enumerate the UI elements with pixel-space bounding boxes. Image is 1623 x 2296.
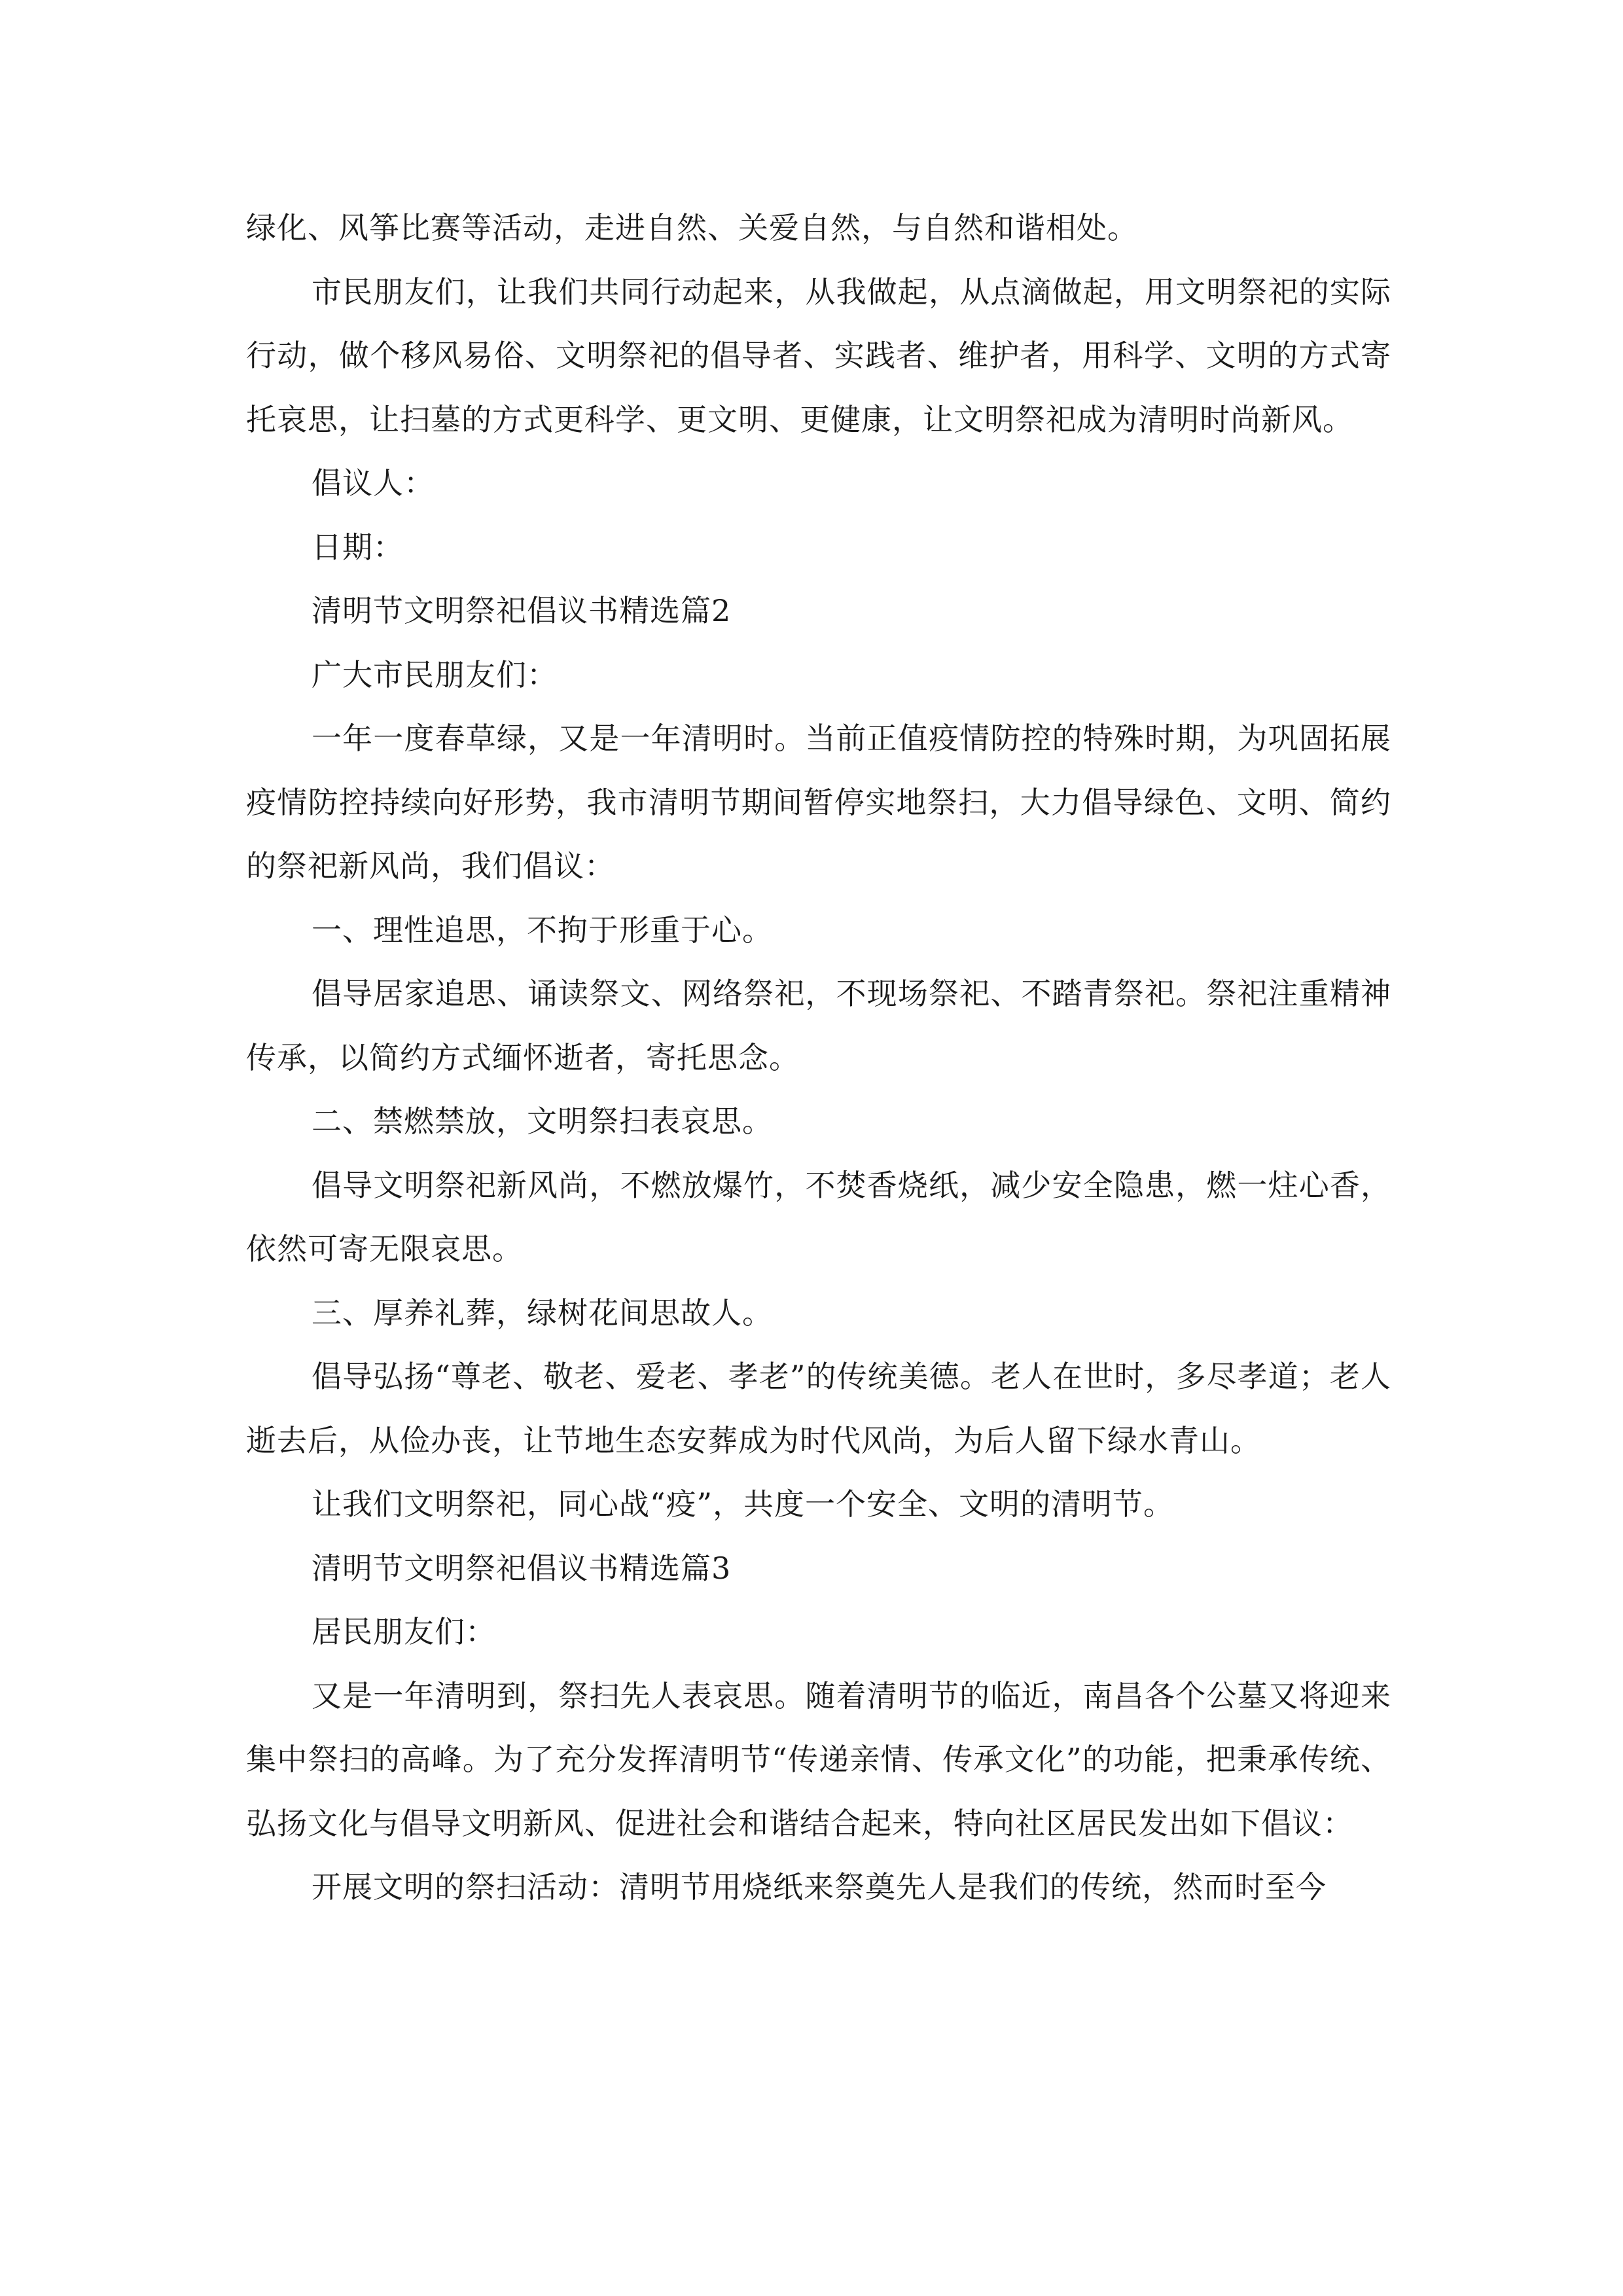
section-heading-3: 清明节文明祭祀倡议书精选篇3 — [312, 1550, 732, 1586]
paragraph-11: 倡导文明祭祀新风尚，不燃放爆竹，不焚香烧纸，减少安全隐患，燃一炷心香，依然可寄无限哀思。 — [246, 1167, 1391, 1266]
paragraph-13: 倡导弘扬“尊老、敬老、爱老、孝老”的传统美德。老人在世时，多尽孝道；老人逝去后，从俭办丧，让节地生态安葬成为时代风尚，为后人留下绿水青山。 — [246, 1359, 1391, 1458]
section-heading-2: 清明节文明祭祀倡议书精选篇2 — [312, 593, 732, 628]
paragraph-9: 倡导居家追思、诵读祭文、网络祭祀，不现场祭祀、不踏青祭祀。祭祀注重精神传承，以简约方式缅怀逝者，寄托思念。 — [246, 976, 1391, 1075]
salutation-2: 广大市民朋友们： — [312, 656, 558, 692]
paragraph-18: 开展文明的祭扫活动：清明节用烧纸来祭奠先人是我们的传统，然而时至今 — [312, 1869, 1327, 1905]
document-body — [246, 196, 1391, 1920]
date-label: 日期： — [312, 529, 404, 565]
paragraph-7: 一年一度春草绿，又是一年清明时。当前正值疫情防控的特殊时期，为巩固拓展疫情防控持续向好形势，我市清明节期间暂停实地祭扫，大力倡导绿色、文明、简约的祭祀新风尚，我们倡议： — [246, 721, 1391, 884]
paragraph-2: 市民朋友们，让我们共同行动起来，从我做起，从点滴做起，用文明祭祀的实际行动，做个移风易俗、文明祭祀的倡导者、实践者、维护者，用科学、文明的方式寄托哀思，让扫墓的方式更科学、更文明、更健康，让文明祭祀成为清明时尚新风。 — [246, 274, 1391, 437]
item-heading-2: 二、禁燃禁放，文明祭扫表哀思。 — [312, 1103, 773, 1139]
paragraph-1: 绿化、风筝比赛等活动，走进自然、关爱自然，与自然和谐相处。 — [246, 210, 1138, 245]
item-heading-3: 三、厚养礼葬，绿树花间思故人。 — [312, 1295, 773, 1331]
paragraph-14: 让我们文明祭祀，同心战“疫”，共度一个安全、文明的清明节。 — [312, 1486, 1175, 1522]
paragraph-17: 又是一年清明到，祭扫先人表哀思。随着清明节的临近，南昌各个公墓又将迎来集中祭扫的高峰。为了充分发挥清明节“传递亲情、传承文化”的功能，把秉承传统、弘扬文化与倡导文明新风、促进社会和谐结合起来，特向社区居民发出如下倡议： — [246, 1677, 1391, 1841]
salutation-3: 居民朋友们： — [312, 1614, 496, 1649]
proposer-label: 倡议人： — [312, 465, 435, 501]
item-heading-1: 一、理性追思，不拘于形重于心。 — [312, 912, 773, 948]
